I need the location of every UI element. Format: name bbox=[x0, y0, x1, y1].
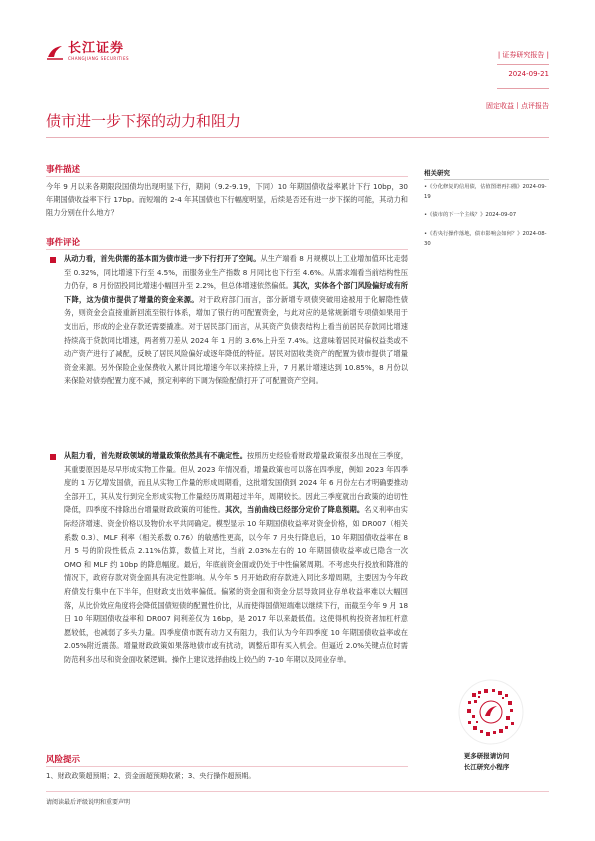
report-date: 2024-09-21 bbox=[508, 70, 549, 78]
risk-text: 1、财政政策超预期；2、资金面超预期收紧；3、央行操作超预期。 bbox=[46, 772, 256, 780]
logo-name-cn: 长江证券 bbox=[68, 41, 125, 56]
header-divider bbox=[497, 64, 549, 65]
report-category: 固定收益丨点评报告 bbox=[486, 102, 549, 110]
paragraph-text: 名义利率由实际经济增速、资金价格以及物价水平共同确定。模型显示 10 年期国债收益率对资金价格，如 DR007（相关系数 0.3）、MLF 利率（相关系数 0.76）的敏感性更高，以今年 7 月央行降息后，10 年期国债收益率在 8 月 5 号的阶段性低点 2.11%估算，数值上对比，当前 2.03%左右的 10 年期国债收益率或已隐含一次 OMO 和 MLF 约 10bp 的降息幅度。最后，年底前资金面或仍处于中性偏紧周期。 bbox=[64, 505, 408, 569]
section-divider bbox=[46, 766, 408, 767]
header-divider bbox=[497, 88, 549, 89]
paragraph-lead: 从动力看，首先供需的基本面为债市进一步下行打开了空间。 bbox=[64, 254, 261, 263]
related-research-title: 相关研究 bbox=[424, 169, 450, 177]
paragraph-emphasis: 其次，当前曲线已经部分定价了降息预期。 bbox=[225, 505, 365, 515]
comment-paragraph-2 bbox=[64, 449, 408, 667]
section-heading-risk: 风险提示 bbox=[46, 755, 81, 765]
paragraph-text: 对于政府部门而言，部分新增专项债突破用途被用于化解隐性债务，则资金会直接重新回流至银行体系，增加了银行的可配置资金，与此对应的是常规新增专项债如果用于支出后，形成的企业存款还需要撬准。对于居民部门而言，从其资产负债表结构上看当前居民存款同比增速持续高于贷款同比增速，两者剪刀差从 2024 年 1 月的 3.6%上升至 7.4%。这意味着居民对偏权益类或不动产资产进行了减配，反映了居民风险偏好或逐年降低的特征。居民对固收类资产的配置为债市提供了增量资金来源。另外保险企业保费收入累计同比增速今年以来持续上升，7 月累计增速达到 10.85%，8 月份以来保险对债券配置力度不减，预定利率的下调为保险配债打开了可配置资产空间。 bbox=[64, 294, 408, 386]
logo-name-en: CHANGJIANG SECURITIES bbox=[68, 56, 130, 61]
paragraph-text: 按照历史经验看财政增量政策很多出现在三季度，其重要原因是尽早形成实物工作量。但从 2023 年情况看，增量政策也可以落在四季度，例如 2023 年四季度的 1 万亿增发国债，而且从实物工作量的形成周期看，这批增发国债到 2024 年 6 月份左右才明确要推动全部开工，其从发行到完全形成实物工作量经历周期超过半年，周期较长。因此三季度就出台政策的迫切性降低，四季度不排除出台增量财政政策的可能性。 bbox=[64, 451, 408, 515]
footer-divider bbox=[46, 791, 549, 792]
page-title: 债市进一步下探的动力和阻力 bbox=[46, 112, 242, 130]
company-logo bbox=[46, 42, 129, 61]
section-heading-event-comment: 事件评论 bbox=[46, 238, 81, 248]
paragraph-text: 从生产端看 8 月规模以上工业增加值环比走弱至 0.32%，同比增速下行至 4.5%，而服务业生产指数 8 月同比也下行至 4.6%。从需求端看当前结构性压力仍存，8 月份固投同比增速小幅回升至 2.2%，但总体增速依然偏低。 bbox=[64, 254, 408, 291]
mini-program-qr-code[interactable] bbox=[458, 679, 524, 745]
event-desc-paragraph: 今年 9 月以来各期限段国债均出现明显下行，期间（9.2-9.19，下同）10 年期国债收益率累计下行 10bp，30 年期国债收益率下行 17bp。而短端的 2-4 年其国债也下行幅度明显，后续是否还有进一步下探的可能，其动力和阻力分别在什么地方？ bbox=[46, 182, 408, 218]
bullet-marker bbox=[50, 257, 56, 263]
paragraph-lead: 从阻力看，首先财政领域的增量政策依然具有不确定性。 bbox=[64, 451, 248, 460]
logo-mark-icon bbox=[46, 43, 64, 61]
section-heading-event-desc: 事件描述 bbox=[46, 165, 81, 175]
footer-disclaimer-link[interactable]: 请阅读最后评级说明和重要声明 bbox=[46, 799, 131, 806]
paragraph-text: 不考虑央行投放和降准的情况下，政府存款对资金面具有决定性影响。从今年 5 月开始政府存款进入同比多增周期，主要因为今年政府债发行集中在下半年，但财政支出效率偏低。偏紧的资金面和资金分层导致同业存单收益率难以大幅回落，从比价效应角度将会降低国债短债的配置性价比，从而使得国债短端难以继续下行，而截至今年 9 月 18 日 10 年期国债收益率和 DR007 间利差仅为 16bp，是 2017 年以来最低值。这使得机构投资者加杠杆意愿较低，也减弱了多头力量。四季度债市既有动力又有阻力，我们认为今年四季度 10 年期国债收益率或在 2.05%附近震荡。增量财政政策如果落地债市或有扰动，调整后即有买入机会。但逼近 2.0%关键点位时需防范利多出尽和资金面收紧逻辑。操作上建议选择曲线上较凸的 7-10 年期以及同业存单。 bbox=[64, 559, 409, 664]
sidebar-divider bbox=[424, 179, 549, 180]
qr-caption: 长江研究小程序 bbox=[463, 763, 510, 771]
bullet-marker bbox=[50, 454, 56, 460]
comment-paragraph-1 bbox=[64, 252, 408, 388]
paragraph-emphasis: 其次，实体各个部门风险偏好或有所下降，这为债市提供了增量的资金来源。 bbox=[64, 281, 408, 304]
title-divider bbox=[46, 137, 549, 138]
section-divider bbox=[46, 176, 408, 177]
section-divider bbox=[46, 249, 408, 250]
report-type: | 证券研究报告 | bbox=[497, 51, 549, 59]
related-research-link[interactable]: •《若央行操作落地，债市影响会如何？》2024-08-30 bbox=[424, 231, 547, 247]
qr-caption: 更多研报请访问 bbox=[463, 752, 510, 760]
related-research-link[interactable]: •《分化修复的信用债，估值图谱再扫描》2024-09-19 bbox=[424, 184, 547, 200]
related-research-link[interactable]: •《债市的下一个主线？》2024-09-07 bbox=[424, 212, 517, 218]
